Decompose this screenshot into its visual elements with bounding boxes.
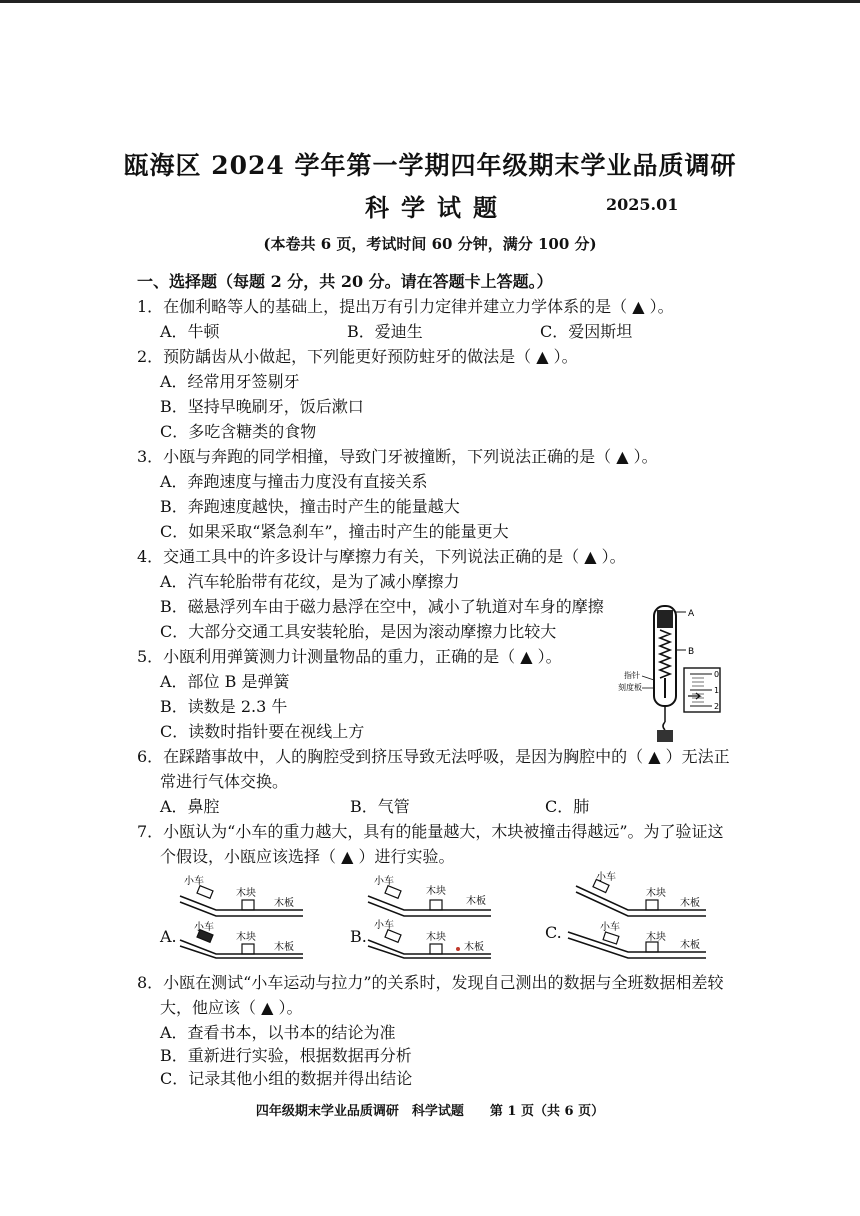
q7-stem-line2: 个假设，小瓯应该选择（ ▲ ）进行实验。 [160, 847, 455, 866]
q8-stem-line1: 8．小瓯在测试“小车运动与拉力”的关系时，发现自己测出的数据与全班数据相差较 [137, 973, 724, 992]
c-bottom-board-label: 木板 [680, 940, 700, 951]
q4-stem: 4．交通工具中的许多设计与摩擦力有关，下列说法正确的是（ ▲ ）。 [137, 547, 626, 566]
q8-option-a: A．查看书本，以书本的结论为准 [160, 1023, 396, 1042]
section-heading: 一、选择题（每题 2 分，共 20 分。请在答题卡上答题。） [137, 272, 553, 291]
b-top-car-label: 小车 [374, 876, 394, 887]
q1-stem: 1．在伽利略等人的基础上，提出万有引力定律并建立力学体系的是（ ▲ ）。 [137, 297, 674, 316]
q7-option-a-label: A. [160, 927, 177, 946]
a-bottom-car-label: 小车 [194, 922, 214, 933]
a-bottom-block-label: 木块 [236, 932, 256, 943]
q5-option-c: C．读数时指针要在视线上方 [160, 722, 365, 741]
fig-label-scale: 刻度板 [618, 683, 642, 692]
q1-option-c: C．爱因斯坦 [540, 322, 633, 341]
q2-option-a: A．经常用牙签剔牙 [160, 372, 300, 391]
b-bottom-block-label: 木块 [426, 932, 446, 943]
spring-scale-figure [612, 600, 732, 750]
q6-option-a: A．鼻腔 [160, 797, 220, 816]
b-top-block-label: 木块 [426, 886, 446, 897]
q6-option-c: C．肺 [545, 797, 590, 816]
a-top-car-label: 小车 [184, 876, 204, 887]
fig-tick-1: 1 [714, 686, 720, 695]
fig-tick-0: 0 [714, 670, 720, 679]
exam-date: 2025.01 [606, 195, 679, 214]
q5-stem: 5．小瓯利用弹簧测力计测量物品的重力，正确的是（ ▲ ）。 [137, 647, 562, 666]
q6-stem-line2: 常进行气体交换。 [160, 772, 289, 791]
c-bottom-car-label: 小车 [600, 922, 620, 933]
b-top-board-label: 木板 [466, 896, 486, 907]
top-border [0, 0, 860, 3]
fig-label-a: A [688, 609, 695, 619]
a-top-block-label: 木块 [236, 888, 256, 899]
q7-stem-line1: 7．小瓯认为“小车的重力越大，具有的能量越大，木块被撞击得越远”。为了验证这 [137, 822, 724, 841]
q3-option-b: B．奔跑速度越快，撞击时产生的能量越大 [160, 497, 460, 516]
fig-tick-2: 2 [714, 702, 720, 711]
c-top-car-label: 小车 [596, 872, 616, 883]
b-bottom-board-label: 木板 [464, 942, 484, 953]
q2-option-c: C．多吃含糖类的食物 [160, 422, 317, 441]
q3-option-c: C．如果采取“紧急刹车”，撞击时产生的能量更大 [160, 522, 509, 541]
page-footer: 四年级期末学业品质调研 科学试题 第 1 页（共 6 页） [255, 1104, 605, 1119]
q5-option-a: A．部位 B 是弹簧 [160, 672, 290, 691]
fig-label-b: B [688, 647, 695, 657]
q8-stem-line2: 大，他应该（ ▲ ）。 [160, 998, 303, 1017]
q7-option-c-diagram [566, 868, 711, 960]
q2-stem: 2．预防龋齿从小做起，下列能更好预防蛀牙的做法是（ ▲ ）。 [137, 347, 578, 366]
q3-option-a: A．奔跑速度与撞击力度没有直接关系 [160, 472, 428, 491]
b-bottom-car-label: 小车 [374, 920, 394, 931]
q8-option-c: C．记录其他小组的数据并得出结论 [160, 1069, 413, 1088]
q6-stem-line1: 6．在踩踏事故中，人的胸腔受到挤压导致无法呼吸，是因为胸腔中的（ ▲ ）无法正 [137, 747, 730, 766]
q7-option-c-label: C. [545, 923, 562, 942]
q7-option-b-diagram [366, 868, 496, 960]
fig-label-pointer: 指针 [624, 671, 640, 680]
c-bottom-block-label: 木块 [646, 932, 666, 943]
q1-option-a: A．牛顿 [160, 322, 220, 341]
page-subtitle: 科学试题 [365, 193, 509, 222]
c-top-block-label: 木块 [646, 888, 666, 899]
q7-option-a-diagram [178, 868, 308, 960]
q1-option-b: B．爱迪生 [347, 322, 423, 341]
q6-option-b: B．气管 [350, 797, 410, 816]
page-title: 瓯海区 2024 学年第一学期四年级期末学业品质调研 [123, 151, 737, 180]
a-bottom-board-label: 木板 [274, 942, 294, 953]
q4-option-b: B．磁悬浮列车由于磁力悬浮在空中，减小了轨道对车身的摩擦 [160, 597, 604, 616]
exam-note: (本卷共 6 页，考试时间 60 分钟，满分 100 分) [263, 235, 597, 253]
q5-option-b: B．读数是 2.3 牛 [160, 697, 288, 716]
q7-option-b-label: B. [350, 927, 367, 946]
q8-option-b: B．重新进行实验，根据数据再分析 [160, 1046, 412, 1065]
q2-option-b: B．坚持早晚刷牙，饭后漱口 [160, 397, 364, 416]
q4-option-c: C．大部分交通工具安装轮胎，是因为滚动摩擦力比较大 [160, 622, 557, 641]
c-top-board-label: 木板 [680, 898, 700, 909]
q4-option-a: A．汽车轮胎带有花纹，是为了减小摩擦力 [160, 572, 460, 591]
q3-stem: 3．小瓯与奔跑的同学相撞，导致门牙被撞断，下列说法正确的是（ ▲ ）。 [137, 447, 658, 466]
a-top-board-label: 木板 [274, 898, 294, 909]
